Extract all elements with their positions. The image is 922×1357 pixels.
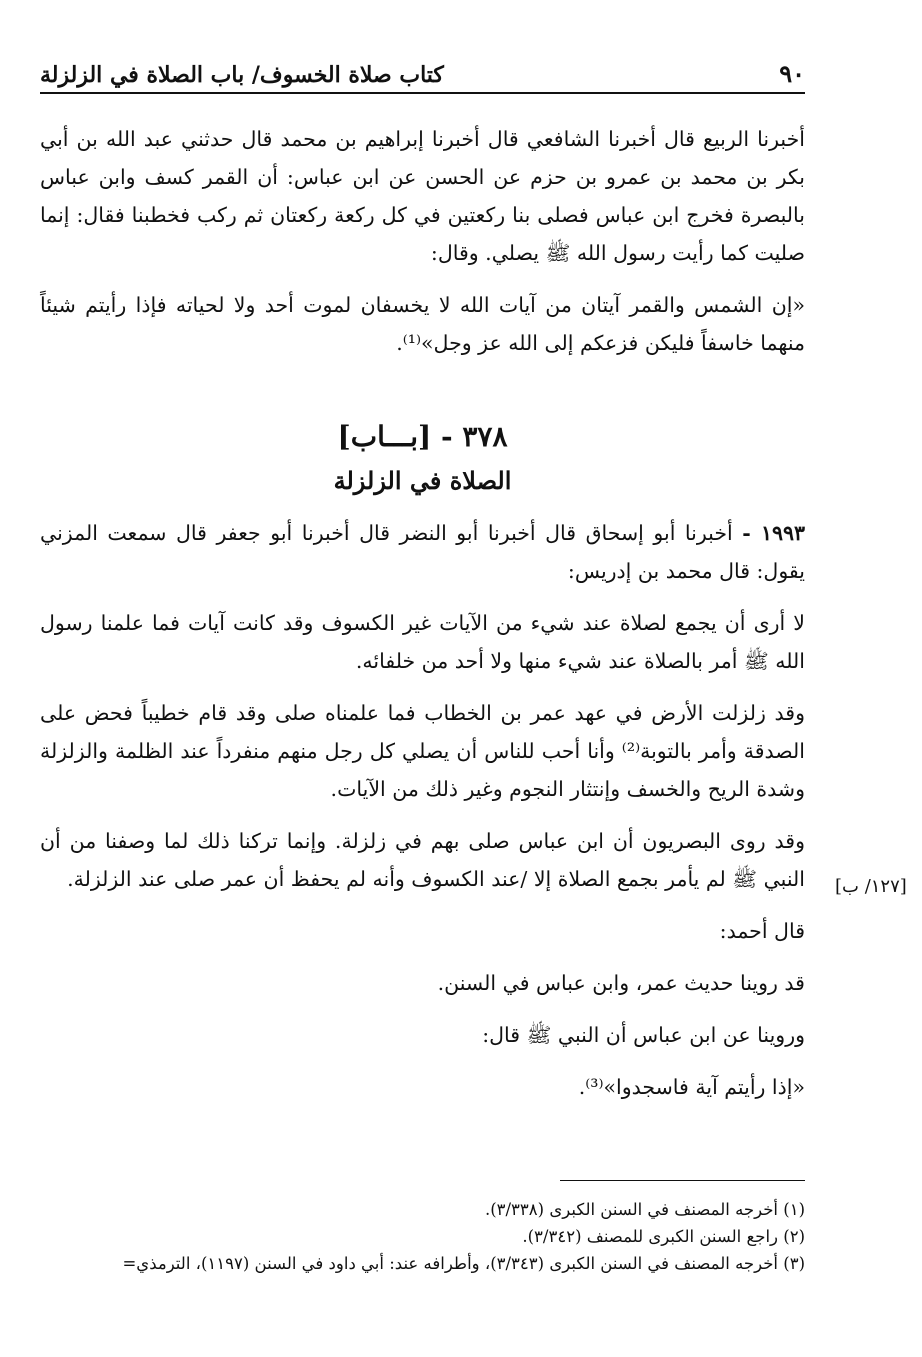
hadith-isnad bbox=[40, 514, 805, 590]
footnote-1: (١) أخرجه المصنف في السنن الكبرى (٣/٣٣٨). bbox=[484, 1200, 805, 1219]
intro-section bbox=[40, 120, 805, 376]
ahmad-line-2: وروينا عن ابن عباس أن النبي ﷺ قال: bbox=[482, 1023, 805, 1047]
chapter-number: ٣٧٨ - [بـــاب] bbox=[337, 420, 508, 453]
ahmad-label: قال أحمد: bbox=[719, 919, 805, 943]
hadith-isnad-text: أخبرنا أبو إسحاق قال أخبرنا أبو النضر قال أخبرنا أبو جعفر قال سمعت المزني يقول: قال محمد بن إدريس: bbox=[40, 521, 805, 583]
chapter-title: الصلاة في الزلزلة bbox=[333, 466, 512, 495]
paragraph-1: لا أرى أن يجمع لصلاة عند شيء من الآيات غير الكسوف وقد كانت آيات فما علمنا رسول الله ﷺ أمر بالصلاة عند شيء منها ولا أحد من خلفائه. bbox=[40, 611, 805, 673]
ahmad-section bbox=[40, 912, 805, 1106]
intro-paragraph: أخبرنا الربيع قال أخبرنا الشافعي قال أخبرنا إبراهيم بن محمد قال حدثني عبد الله بن أبي بكر بن محمد بن عمرو بن حزم عن الحسن عن ابن عباس: أن القمر كسف وابن عباس بالبصرة فخرج ابن عباس فصلى بنا ركعتين في كل ركعة ركعتان ثم ركب فخطبنا فقال: إنما صليت كما رأيت رسول الله ﷺ يصلي. وقال: bbox=[40, 127, 805, 265]
paragraph-3: وقد روى البصريون أن ابن عباس صلى بهم في زلزلة. وإنما تركنا ذلك لما وصفنا من أن النبي ﷺ لم يأمر بجمع الصلاة إلا /عند الكسوف وأنه لم يحفظ أن عمر صلى عند الزلزلة. bbox=[40, 829, 805, 891]
footnote-2: (٢) راجع السنن الكبرى للمصنف (٣/٣٤٢). bbox=[522, 1227, 805, 1246]
running-header bbox=[40, 58, 805, 94]
manuscript-folio-note: [١٢٧/ ب] bbox=[835, 876, 907, 897]
footnotes bbox=[40, 1196, 805, 1277]
footnote-3: (٣) أخرجه المصنف في السنن الكبرى (٣/٣٤٣)، وأطرافه عند: أبي داود في السنن (١١٩٧)، الترمذي= bbox=[122, 1254, 805, 1273]
ahmad-line-1: قد روينا حديث عمر، وابن عباس في السنن. bbox=[437, 971, 805, 995]
ahmad-line-3: «إذا رأيتم آية فاسجدوا»⁽³⁾. bbox=[578, 1075, 805, 1099]
intro-quote: «إن الشمس والقمر آيتان من آيات الله لا يخسفان لموت أحد ولا لحياته فإذا رأيتم شيئاً منهما خاسفاً فليكن فزعكم إلى الله عز وجل»⁽¹⁾. bbox=[40, 293, 805, 355]
hadith-section bbox=[40, 514, 805, 1120]
paragraph-2: وقد زلزلت الأرض في عهد عمر بن الخطاب فما علمناه صلى وقد قام خطيباً فحض على الصدقة وأمر بالتوبة⁽²⁾ وأنا أحب للناس أن يصلي كل رجل منهم منفرداً عند الظلمة والزلزلة وشدة الريح والخسف وإنتثار النجوم وغير ذلك من الآيات. bbox=[40, 701, 805, 801]
page-number: ٩٠ bbox=[779, 59, 805, 88]
hadith-number: ١٩٩٣ - bbox=[742, 521, 805, 545]
header-title: كتاب صلاة الخسوف/ باب الصلاة في الزلزلة bbox=[40, 62, 444, 88]
footnote-divider bbox=[560, 1180, 805, 1181]
